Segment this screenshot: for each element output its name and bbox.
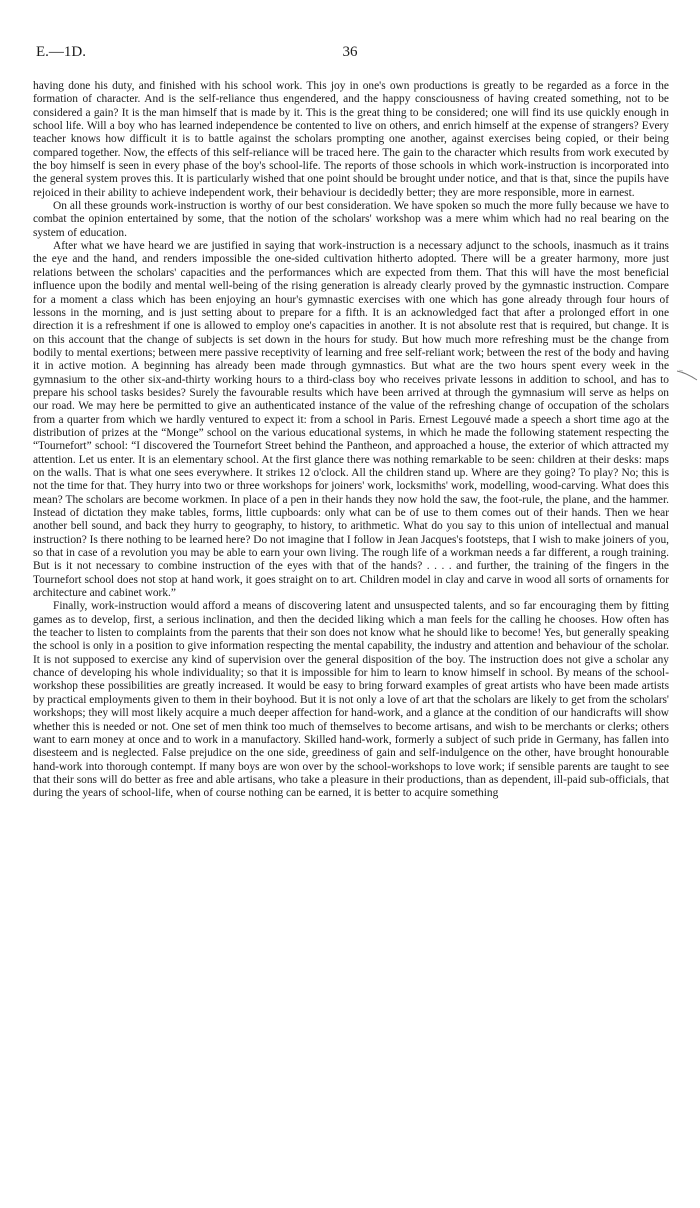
page-number: 36 xyxy=(342,44,358,60)
body-text xyxy=(33,80,669,801)
document-reference: E.—1D. xyxy=(36,44,86,60)
paragraph: having done his duty, and finished with his school work. This joy in one's own productions is greatly to be regarded as a force in the formation of character. And is the self-reliance thus engendered, and the happy consciousness of having created something, not to be considered a gain? It is the man himself that is made by it. This is the great thing to be considered; one will find its use quickly enough in school life. Will a boy who has learned independence be contented to live on others, and enrich himself at the expense of strangers? Every teacher knows how difficult it is to battle against the scholars prompting one another, against exercises being copied, or their being compared together. Now, the effects of this self-reliance will be traced here. The gain to the character which results from work executed by the boy himself is seen in every phase of the boy's school-life. The reports of those schools in which work-instruction is incorporated into the general system proves this. It is particularly wished that one point should be brought under notice, and that is that, since the pupils have rejoiced in their ability to achieve independent work, their behaviour is decidedly better; they are more responsible, more in earnest. xyxy=(33,80,669,199)
paragraph: After what we have heard we are justified in saying that work-instruction is a necessary adjunct to the schools, inasmuch as it trains the eye and the hand, and renders impossible the one-sided cultivation hitherto adopted. There will be a greater harmony, more just relations between the scholars' capacities and the performances which are expected from them. That this will have the most beneficial influence upon the bodily and mental well-being of the rising generation is already clearly proved by the gymnastic instruction. Compare for a moment a class which has been enjoying an hour's gymnastic exercises with one which has gone already through four hours of lessons in the morning, and is just setting about to prepare for a fifth. It is an acknowledged fact that after a prolonged effort in one direction it is a refreshment if one is allowed to employ one's capacities in another. It is not absolute rest that is required, but change. It is on this account that the change of subjects is set down in the hours for study. But how much more refreshing must be the change from bodily to mental exertions; between mere passive receptivity of learning and free self-reliant work; between the rest of the body and having it in active motion. A beginning has already been made through gymnastics. But what are the two hours spent every week in the gymnasium to the other six-and-thirty working hours to a third-class boy who receives private lessons in addition to school, and has to prepare his school tasks besides? Surely the favourable results which have been arrived at through the gymnasium will serve as helps on our road. We may here be permitted to give an authenticated instance of the value of the refreshing change of occupation of the scholars from a quarter from which we hardly ventured to expect it: from a school in Paris. Ernest Legouvé made a speech a short time ago at the distribution of prizes at the “Monge” school on the various educational systems, in which he made the following statement respecting the “Tournefort” school: “I discovered the Tournefort Street behind the Pantheon, and approached a house, the exterior of which attracted my attention. Let us enter. It is an elementary school. At the first glance there was nothing remarkable to be seen: children at their desks: maps on the walls. That is what one sees everywhere. It strikes 12 o'clock. All the children stand up. Where are they going? To play? No; this is not the time for that. They hurry into two or three workshops for joiners' work, locksmiths' work, modelling, wood-carving. What does this mean? The scholars are become workmen. In place of a pen in their hands they now hold the saw, the foot-rule, the plane, and the hammer. Instead of dictation they make tables, forms, little cupboards: only what can be of use to them comes out of their hands. Then we hear another bell sound, and back they hurry to geography, to history, to arithmetic. What do you say to this union of intellectual and manual instruction? Is there nothing to be learned here? Do not imagine that I follow in Jean Jacques's footsteps, that I wish to make joiners of you, so that in case of a revolution you may be able to earn your own living. The rough life of a workman needs a far different, a rough training. But is it not necessary to combine instruction of the eyes with that of the hands? . . . . and further, the training of the fingers in the Tournefort school does not stop at hand work, it goes straight on to art. Children model in clay and carve in wood all sorts of ornaments for architecture and cabinet work.” xyxy=(33,240,669,600)
margin-pencil-mark xyxy=(676,368,698,382)
paragraph: Finally, work-instruction would afford a means of discovering latent and unsuspected talents, and so far encouraging them by fitting games as to develop, first, a serious inclination, and then the decided liking which a man feels for the calling he chooses. How often has the teacher to listen to complaints from the parents that their son does not know what he should like to become! Yes, but generally speaking the school is only in a position to give information respecting the mental capability, the industry and attention and behaviour of the scholar. It is not supposed to exercise any kind of supervision over the general disposition of the boy. The instruction does not give a scholar any chance of developing his whole individuality; so that it is impossible for him to learn to know himself in school. By means of the school-workshop these possibilities are greatly increased. It would be easy to bring forward examples of great artists who have been made artists by practical employments given to them in their boyhood. But it is not only a love of art that the scholars are likely to get from the scholars' workshops; they will most likely acquire a much deeper affection for hand-work, and a glance at the condition of our handicrafts will show whether this is needed or not. One set of men think too much of themselves to become artisans, and wish to be merchants or clerks; others want to earn money at once and to work in a manufactory. Skilled hand-work, formerly a subject of such pride in Germany, has fallen into disesteem and is neglected. False prejudice on the one side, greediness of gain and self-indulgence on the other, have brought honourable hand-work into thorough contempt. If many boys are won over by the school-workshops to love work; if sensible parents are taught to see that their sons will do better as free and able artisans, who take a pleasure in their productions, than as dependent, ill-paid sub-officials, that during the years of school-life, when of course nothing can be earned, it is better to acquire something xyxy=(33,600,669,800)
paragraph: On all these grounds work-instruction is worthy of our best consideration. We have spoken so much the more fully because we have to combat the opinion entertained by some, that the notion of the scholars' workshop was a mere whim which had no real bearing on the system of education. xyxy=(33,200,669,239)
page-header xyxy=(36,44,664,64)
